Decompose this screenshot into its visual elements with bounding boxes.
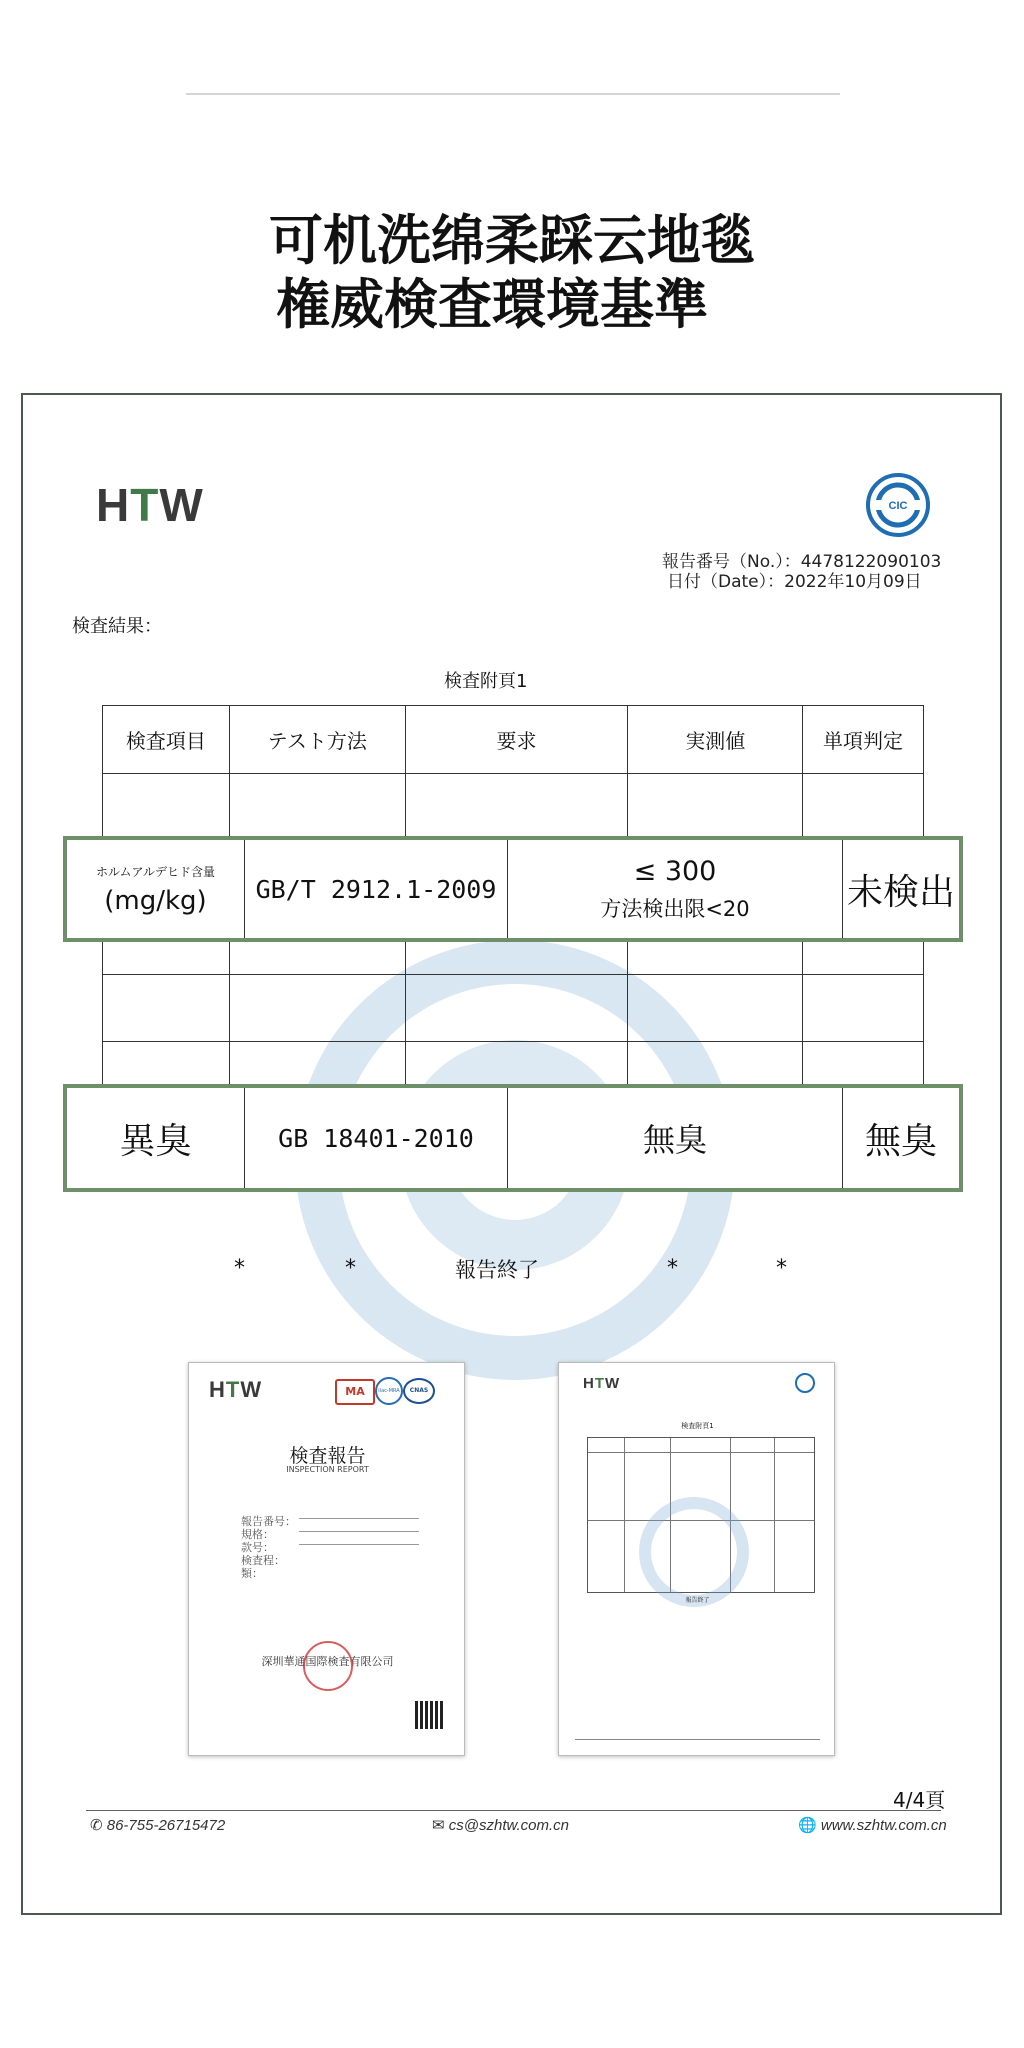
thumb-fields: 報告番号： 規格： 款号： 検査程： 類： [241,1515,296,1580]
formaldehyde-item [67,840,245,938]
svg-text:CIC: CIC [888,500,908,512]
formaldehyde-requirement [508,840,843,938]
odor-method: GB 18401-2010 [245,1088,508,1188]
report-appendix-thumbnail [558,1362,835,1756]
seal-stamp [303,1641,353,1691]
email-icon: ✉ [432,1817,445,1834]
thumb-appendix-title: 検査附頁1 [681,1422,714,1430]
ilac-mark: ilac-MRA [375,1377,403,1405]
thumb-title: 検査報告 [289,1445,366,1467]
requirement-value: ≤ 300 [633,855,717,887]
odor-measured: 無臭 [508,1088,843,1188]
item-unit: (mg/kg) [104,885,207,916]
footer-web: 🌐 www.szhtw.com.cn [798,1817,947,1834]
phone-icon: ✆ [90,1817,103,1834]
result-label: 検査結果： [72,616,162,637]
table-row [103,774,924,841]
odor-row [63,1084,963,1192]
thumb-htw-logo: HTW [583,1375,621,1392]
footer-email: ✉ cs@szhtw.com.cn [432,1817,570,1834]
cnas-mark: CNAS [403,1378,435,1404]
page-title-line2: 権威検査環境基準 [276,273,708,336]
appendix-title: 検査附頁1 [444,671,528,692]
report-date: 日付（Date）：2022年10月09日 [667,572,922,592]
column-header: テスト方法 [229,706,405,774]
column-header: 要求 [405,706,628,774]
end-text: 報告終了 [455,1258,539,1282]
table-header-row [103,706,924,774]
end-mark: * [234,1256,245,1281]
footer-divider [86,1810,941,1811]
cma-mark: MA [335,1379,375,1405]
thumb-end-text: 報告終了 [685,1597,710,1604]
column-header: 単項判定 [803,706,924,774]
table-row [103,975,924,1042]
cic-icon [865,472,931,538]
cic-logo [865,472,931,538]
qr-code-icon [415,1701,443,1729]
page-title-line1: 可机洗绵柔踩云地毯 [269,209,755,272]
formaldehyde-method: GB/T 2912.1-2009 [245,840,508,938]
odor-judgement: 無臭 [864,1120,937,1162]
formaldehyde-judgement: 未検出 [846,871,955,913]
column-header: 検査項目 [103,706,230,774]
requirement-limit: 方法検出限<20 [600,896,750,921]
formaldehyde-row [63,836,963,942]
end-mark: * [776,1256,787,1281]
thumb-htw-logo: HTW [209,1377,263,1402]
page-number: 4/4頁 [893,1788,946,1812]
odor-item: 異臭 [67,1088,245,1188]
htw-logo: HTW [96,479,204,531]
item-label: ホルムアルデヒド含量 [95,864,216,879]
thumb-company: 深圳華通国際検査有限公司 [261,1655,394,1668]
top-divider [186,93,840,95]
thumb-subtitle: INSPECTION REPORT [286,1465,369,1474]
thumb-watermark [639,1497,749,1607]
end-mark: * [345,1256,356,1281]
report-number: 報告番号（No.）：4478122090103 [662,552,942,572]
globe-icon: 🌐 [798,1817,817,1834]
report-cover-thumbnail [188,1362,465,1756]
end-mark: * [667,1256,678,1281]
footer-phone: ✆ 86-755-26715472 [90,1817,226,1834]
thumb-cic-icon [795,1373,815,1393]
column-header: 実測値 [628,706,803,774]
